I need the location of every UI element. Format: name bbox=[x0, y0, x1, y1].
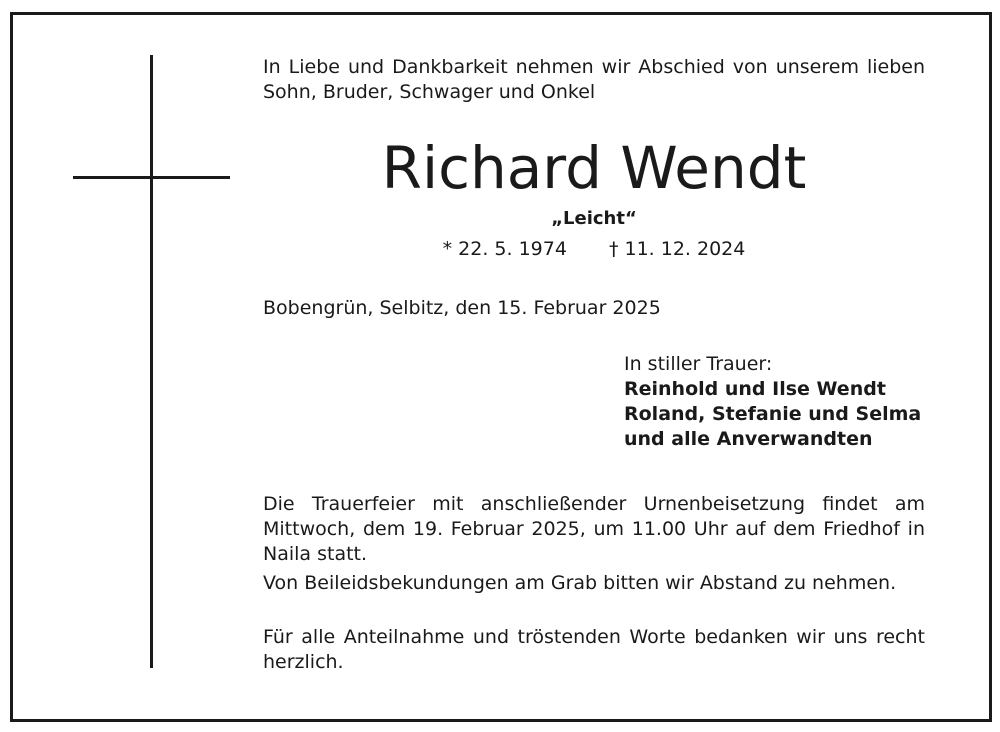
life-dates bbox=[263, 236, 925, 262]
birth-date: * 22. 5. 1974 bbox=[442, 238, 567, 260]
condolence-notice: Von Beileidsbekundungen am Grab bitten wir Abstand zu nehmen. bbox=[263, 572, 897, 594]
intro-text: In Liebe und Dankbarkeit nehmen wir Abschied von unserem lieben Sohn, Bruder, Schwager und Onkel bbox=[263, 56, 925, 103]
cross-icon bbox=[150, 55, 153, 668]
mourner-line: Reinhold und Ilse Wendt bbox=[624, 378, 886, 400]
mourners-heading: In stiller Trauer: bbox=[624, 353, 773, 375]
place-date: Bobengrün, Selbitz, den 15. Februar 2025 bbox=[263, 297, 661, 319]
mourners-block bbox=[624, 352, 944, 452]
funeral-notice: Die Trauerfeier mit anschließender Urnenbeisetzung findet am Mittwoch, dem 19. Februar 2025, um 11.00 Uhr auf dem Friedhof in Naila statt. bbox=[263, 493, 925, 565]
deceased-nickname: „Leicht“ bbox=[551, 208, 637, 229]
death-date: † 11. 12. 2024 bbox=[608, 238, 746, 260]
mourner-line: Roland, Stefanie und Selma bbox=[624, 403, 922, 425]
thanks-notice: Für alle Anteilnahme und tröstenden Worte bedanken wir uns recht herzlich. bbox=[263, 626, 925, 673]
cross-icon-bar bbox=[73, 176, 230, 179]
deceased-name: Richard Wendt bbox=[381, 134, 807, 202]
mourner-line: und alle Anverwandten bbox=[624, 428, 873, 450]
